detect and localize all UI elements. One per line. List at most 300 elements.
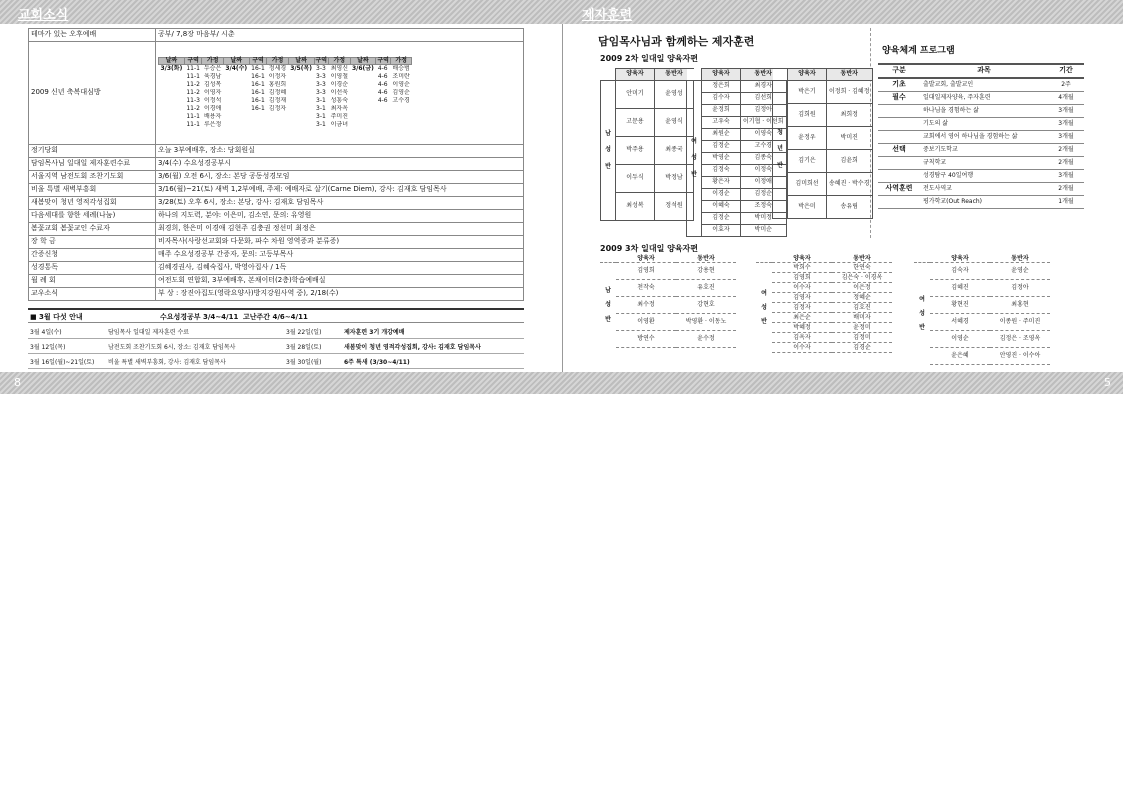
schedule-area: 11-1 <box>186 73 200 80</box>
discipler-name: 황은자 <box>702 177 741 189</box>
schedule-date <box>288 97 314 105</box>
event-text: 남전도회 조찬기도회 6시, 장소: 김재호 담임목사 <box>108 344 236 351</box>
list-item <box>756 303 892 313</box>
discipler-name: 김정순 <box>702 141 741 153</box>
discipler-name: 김영희 <box>772 273 832 283</box>
discipler-name: 김혜진 <box>930 280 990 297</box>
program-row <box>878 170 1084 183</box>
discipler-name: 윤정희 <box>702 105 741 117</box>
pairing-row <box>773 150 873 173</box>
row-value: 공부/ 7,8장 마음부/ 시춘 <box>156 29 524 42</box>
program-category <box>878 118 920 131</box>
partner-name: 강용현 <box>676 263 736 280</box>
partner-name: 이은정 <box>832 283 892 293</box>
event-date: 3월 16일(월)~21일(토) <box>30 359 95 366</box>
discipler-name: 이경순 <box>702 189 741 201</box>
partner-name: 김호진 <box>832 303 892 313</box>
discipler-name: 윤은혜 <box>930 348 990 365</box>
schedule-name: 이경순 <box>330 81 348 88</box>
schedule-area: 4-6 <box>377 64 388 72</box>
third-round-group-1 <box>600 256 736 348</box>
schedule-date <box>350 73 376 81</box>
side-label <box>600 263 616 348</box>
program-period: 3개월 <box>1048 170 1084 183</box>
program-course: 하나님을 경험하는 삶 <box>920 105 1048 118</box>
schedule-date <box>350 113 376 121</box>
side-char: 반 <box>605 162 611 170</box>
pairing-row <box>773 173 873 196</box>
third-round-group-3 <box>914 256 1050 365</box>
schedule-area: 11-1 <box>186 113 200 120</box>
schedule-area: 3-3 <box>316 73 326 80</box>
discipler-name: 김영자 <box>772 293 832 303</box>
pairing-row <box>773 104 873 127</box>
schedule-date <box>288 81 314 89</box>
partner-name: 박영환 · 이동노 <box>676 314 736 331</box>
partner-name: 이정숙 <box>741 165 787 177</box>
list-item <box>914 280 1050 297</box>
schedule-header-cell: 구역 <box>249 57 267 64</box>
schedule-name: 성흥숙 <box>330 97 348 104</box>
partner-name: 김은숙 · 이경옥 <box>832 273 892 283</box>
partner-name: 최경자 <box>741 81 787 93</box>
discipler-name: 황현진 <box>930 297 990 314</box>
partner-name: 안영진 · 이수아 <box>990 348 1050 365</box>
program-col-header: 기간 <box>1048 64 1084 78</box>
passion-week-note: 고난주간 4/6~4/11 <box>243 313 308 321</box>
discipler-name: 김옥자 <box>772 333 832 343</box>
side-char: 반 <box>691 170 697 178</box>
partner-name: 최희정 <box>827 104 873 127</box>
partner-name: 최홍현 <box>990 297 1050 314</box>
table-row <box>29 171 524 184</box>
schedule-name: 이영철 <box>330 73 348 80</box>
row-value: 3/28(토) 오후 6시, 장소: 본당, 강사: 김재호 담임목사 <box>156 197 524 210</box>
program-course: 중보기도학교 <box>920 144 1048 157</box>
schedule-area <box>376 121 391 129</box>
list-item <box>914 314 1050 331</box>
discipler-name: 이두식 <box>616 165 655 193</box>
program-category <box>878 170 920 183</box>
schedule-date <box>288 121 314 129</box>
schedule-date <box>223 89 249 97</box>
program-course: 일대일제자양육, 주자훈련 <box>920 92 1048 105</box>
partner-name: 윤영성 <box>655 81 694 109</box>
side-header <box>756 256 772 263</box>
schedule-name: 이영순 <box>392 81 410 88</box>
schedule-name: 정세경 <box>268 64 287 72</box>
schedule-name <box>390 105 411 113</box>
table-row <box>29 223 524 236</box>
schedule-header-cell: 구역 <box>184 57 202 64</box>
partner-name: 김종숙 <box>741 153 787 165</box>
side-char: 남 <box>605 130 611 138</box>
third-round-subtitle: 2009 3차 일대일 양육자편 <box>600 244 699 253</box>
list-col-header: 동반자 <box>832 256 892 263</box>
list-item <box>914 263 1050 280</box>
pairing-col-header: 동반자 <box>741 69 787 81</box>
row-label: 서울지역 남전도회 조찬기도회 <box>29 171 156 184</box>
schedule-name: 김성목 <box>203 81 222 88</box>
partner-name: 김정아 <box>741 105 787 117</box>
partner-name: 이기협 · 이선희 <box>741 117 787 129</box>
pairing-row <box>687 225 787 237</box>
program-row <box>878 92 1084 105</box>
month-guide-title: ■ 3월 다섯 안내 <box>30 313 83 321</box>
schedule-date <box>223 81 249 89</box>
side-label <box>687 81 702 237</box>
program-category <box>878 131 920 144</box>
event-date: 3월 28일(토) <box>286 344 322 351</box>
row-value: 오늘 3부예배후, 장소: 당회원실 <box>156 145 524 158</box>
list-item <box>756 333 892 343</box>
schedule-date <box>223 121 249 129</box>
event-text: 담임목사 일대일 제자훈련 수료 <box>108 329 190 336</box>
discipler-name: 이혜숙 <box>702 201 741 213</box>
side-char: 성 <box>919 309 925 317</box>
discipler-name: 김숙자 <box>930 263 990 280</box>
table-row <box>29 288 524 301</box>
discipler-name: 박주용 <box>616 137 655 165</box>
program-course: 성경탐구 40일여행 <box>920 170 1048 183</box>
schedule-area: 16-1 <box>251 81 265 88</box>
right-section-title: 제자훈련 <box>582 8 633 23</box>
discipler-name: 김수자 <box>702 93 741 105</box>
schedule-area: 11-3 <box>186 97 200 104</box>
side-label <box>601 81 616 221</box>
schedule-area: 4-6 <box>377 81 388 88</box>
table-row <box>29 29 524 42</box>
event-row <box>28 324 524 339</box>
schedule-area: 3-1 <box>316 97 326 104</box>
schedule-date <box>159 121 185 129</box>
program-row <box>878 78 1084 92</box>
list-item <box>756 343 892 353</box>
program-row <box>878 144 1084 157</box>
event-date: 3월 22일(일) <box>286 329 322 336</box>
program-period: 2주 <box>1048 78 1084 92</box>
schedule-date <box>288 113 314 121</box>
discipler-name: 서혜경 <box>930 314 990 331</box>
row-label: 교우소식 <box>29 288 156 301</box>
row-value: 3/16(월)~21(토) 새벽 1,2부예배, 주제: 예배자로 살기(Carne Diem), 강사: 김재호 담임목사 <box>156 184 524 197</box>
discipler-name: 김정자 <box>772 303 832 313</box>
row-label: 2009 신년 축복대심방 <box>29 42 156 145</box>
discipler-name: 김정순 <box>702 213 741 225</box>
event-date: 3월 12일(목) <box>30 344 66 351</box>
list-item <box>756 323 892 333</box>
event-text: 비울 특별 새벽부흥회, 강사: 김재호 담임목사 <box>108 359 226 366</box>
schedule-row <box>159 89 412 97</box>
program-category: 기초 <box>878 78 920 92</box>
program-category: 필수 <box>878 92 920 105</box>
event-row <box>28 339 524 354</box>
schedule-date <box>223 73 249 81</box>
list-item <box>756 283 892 293</box>
row-label: 간증신청 <box>29 249 156 262</box>
row-value: 여전도회 연합회, 3부예배후, 본채이터(2층)학습예배실 <box>156 275 524 288</box>
schedule-name: 고수경 <box>392 97 410 104</box>
row-label: 다음세대를 향한 세례(나눔) <box>29 210 156 223</box>
schedule-date <box>159 97 185 105</box>
list-col-header: 동반자 <box>990 256 1050 263</box>
pairing-col-header: 양육자 <box>788 69 827 81</box>
visit-schedule-cell <box>156 42 524 145</box>
discipler-name: 최수정 <box>616 297 676 314</box>
partner-name: 최종국 <box>655 137 694 165</box>
discipler-name: 안미기 <box>616 81 655 109</box>
partner-name: 이종원 · 주미진 <box>990 314 1050 331</box>
schedule-header-cell: 구역 <box>315 56 328 64</box>
schedule-name: 홍원희 <box>268 81 287 88</box>
row-value: 매주 수요성경공부 간증자, 문의: 고등부목사 <box>156 249 524 262</box>
second-round-group-1 <box>600 68 694 221</box>
side-char: 여 <box>919 295 925 303</box>
schedule-area: 3-1 <box>316 113 326 120</box>
list-item <box>756 263 892 273</box>
list-col-header: 양육자 <box>616 256 676 263</box>
partner-name: 김윤희 <box>827 150 873 173</box>
side-char: 반 <box>761 318 767 326</box>
partner-name: 김선희 <box>741 93 787 105</box>
discipler-name: 김기은 <box>788 150 827 173</box>
table-row <box>29 197 524 210</box>
schedule-date <box>350 89 376 97</box>
row-value: 하나의 지도력, 분야: 이은미, 김소연, 문의: 유영원 <box>156 210 524 223</box>
discipler-name: 이영환 <box>616 314 676 331</box>
schedule-date <box>288 89 314 97</box>
pairing-table <box>772 68 873 219</box>
table-row <box>29 275 524 288</box>
row-value: 3/4(수) 수요성경공부시 <box>156 158 524 171</box>
discipler-name: 방연수 <box>616 331 676 348</box>
discipler-name: 박혜정 <box>772 323 832 333</box>
schedule-area: 11-1 <box>186 121 200 128</box>
schedule-header-cell: 날짜 <box>288 57 314 64</box>
month-guide <box>28 308 524 370</box>
pairing-col-header: 양육자 <box>702 69 741 81</box>
schedule-header-cell: 날짜 <box>159 57 185 64</box>
program-row <box>878 157 1084 170</box>
partner-name: 윤수정 <box>676 331 736 348</box>
table-row <box>29 249 524 262</box>
schedule-row <box>159 105 412 113</box>
schedule-name <box>267 113 288 121</box>
program-col-header: 과목 <box>920 64 1048 78</box>
schedule-name <box>390 121 411 129</box>
church-news-table <box>28 28 524 301</box>
discipler-name: 윤정우 <box>788 127 827 150</box>
schedule-name: 이경애 <box>203 105 222 112</box>
program-course: 교회에서 영어 하나님을 경험하는 삶 <box>920 131 1048 144</box>
program-category <box>878 157 920 170</box>
side-header <box>600 256 616 263</box>
schedule-date: 3/3(화) <box>160 64 183 72</box>
schedule-date <box>288 105 314 113</box>
schedule-date <box>159 81 185 89</box>
side-label <box>773 81 788 219</box>
list-item <box>756 273 892 283</box>
schedule-date: 3/5(목) <box>290 64 313 72</box>
schedule-name: 이정자 <box>268 73 287 80</box>
side-char: 청 <box>777 129 783 137</box>
schedule-name: 루은정 <box>203 121 222 128</box>
discipler-name: 김미희선 <box>788 173 827 196</box>
schedule-area <box>249 121 267 129</box>
list-item <box>600 297 736 314</box>
top-band <box>0 0 1123 24</box>
schedule-area: 3-3 <box>316 81 326 88</box>
table-row <box>29 262 524 275</box>
schedule-name: 주미진 <box>330 113 348 120</box>
schedule-area: 11-2 <box>186 105 200 112</box>
schedule-name: 조미란 <box>392 73 410 80</box>
partner-name: 정혜순 <box>832 293 892 303</box>
pairing-col-header: 동반자 <box>827 69 873 81</box>
third-round-group-2 <box>756 256 892 353</box>
schedule-name <box>390 113 411 121</box>
pairing-table <box>600 68 694 221</box>
discipler-name: 고문용 <box>616 109 655 137</box>
row-label: 장 학 금 <box>29 236 156 249</box>
list-item <box>600 263 736 280</box>
schedule-area: 11-1 <box>186 64 200 72</box>
row-label: 새봄맞이 청년 영적각성집회 <box>29 197 156 210</box>
discipler-name: 이수자 <box>772 283 832 293</box>
program-period: 1개월 <box>1048 196 1084 209</box>
list-item <box>756 313 892 323</box>
discipler-name: 이영순 <box>930 331 990 348</box>
discipler-name: 정은희 <box>702 81 741 93</box>
visit-schedule <box>158 57 412 129</box>
pairing-row <box>601 81 694 109</box>
schedule-date <box>159 105 185 113</box>
schedule-area: 4-6 <box>377 89 388 96</box>
side-char: 반 <box>605 315 611 323</box>
program-course: 기도의 삶 <box>920 118 1048 131</box>
event-row <box>28 354 524 369</box>
program-col-header: 구분 <box>878 64 920 78</box>
table-row <box>29 210 524 223</box>
row-label: 비울 특별 새벽부흥회 <box>29 184 156 197</box>
schedule-date <box>223 105 249 113</box>
schedule-area: 3-1 <box>316 121 326 128</box>
list-item <box>600 280 736 297</box>
bottom-band <box>0 372 1123 394</box>
program-period: 2개월 <box>1048 183 1084 196</box>
list-item <box>914 348 1050 365</box>
page-divider <box>562 24 563 372</box>
schedule-date <box>350 81 376 89</box>
schedule-header <box>159 57 412 64</box>
schedule-name: 육경남 <box>203 73 222 80</box>
table-row <box>29 145 524 158</box>
program-course: 평가학교(Out Reach) <box>920 196 1048 209</box>
schedule-header-cell: 가정 <box>390 57 411 64</box>
schedule-area: 3-1 <box>316 105 326 112</box>
list-item <box>600 314 736 331</box>
side-char: 여 <box>691 138 697 146</box>
schedule-date <box>350 121 376 129</box>
schedule-name: 김정자 <box>268 105 287 112</box>
program-period: 3개월 <box>1048 131 1084 144</box>
schedule-name: 이금녀 <box>330 121 348 128</box>
list-header <box>756 256 892 263</box>
schedule-area <box>376 113 391 121</box>
schedule-area: 16-1 <box>251 97 265 104</box>
schedule-name: 최자옥 <box>330 105 348 112</box>
list-item <box>600 331 736 348</box>
schedule-area <box>249 113 267 121</box>
schedule-area: 3-3 <box>316 89 326 96</box>
schedule-name: 김정혜 <box>268 89 287 96</box>
schedule-name: 이선욱 <box>330 89 348 96</box>
partner-name: 조정숙 <box>741 201 787 213</box>
schedule-area: 3-3 <box>316 64 326 72</box>
row-label: 정기당회 <box>29 145 156 158</box>
side-label <box>914 263 930 365</box>
pairing-row <box>773 127 873 150</box>
list-col-header: 동반자 <box>676 256 736 263</box>
news-rows <box>29 145 524 301</box>
partner-name: 이영숙 <box>741 129 787 141</box>
side-label <box>756 263 772 353</box>
schedule-area: 4-6 <box>377 97 388 104</box>
row-value: 3/6(월) 오전 6시, 장소: 본당 공동성경모임 <box>156 171 524 184</box>
list-header <box>914 256 1050 263</box>
discipler-name: 박은기 <box>788 81 827 104</box>
program-header <box>878 64 1084 78</box>
left-section-title: 교회소식 <box>18 8 69 23</box>
program-category <box>878 196 920 209</box>
partner-name: 윤정미 <box>832 323 892 333</box>
right-page-number: 5 <box>1104 376 1111 389</box>
row-value: 김혜경권사, 김혜숙집사, 박영아집사 / 1독 <box>156 262 524 275</box>
schedule-header-cell: 가정 <box>202 57 223 64</box>
schedule-name: 두승은 <box>203 64 222 72</box>
row-value: 최경희, 한은미 이경애 김현주 김충권 정선미 최정은 <box>156 223 524 236</box>
second-round-subtitle: 2009 2차 일대일 양육자편 <box>600 54 699 63</box>
schedule-header-cell: 날짜 <box>223 57 249 64</box>
pairing-list <box>600 256 736 348</box>
partner-name: 배미자 <box>832 313 892 323</box>
schedule-name: 이정석 <box>203 97 222 104</box>
schedule-area: 11-2 <box>186 89 200 96</box>
discipler-name: 박희수 <box>772 263 832 273</box>
program-category <box>878 105 920 118</box>
partner-name: 윤영순 <box>990 263 1050 280</box>
partner-name: 이정애 <box>741 177 787 189</box>
program-course: 규칙학교 <box>920 157 1048 170</box>
schedule-area: 16-1 <box>251 64 265 72</box>
schedule-date <box>159 113 185 121</box>
program-period: 4개월 <box>1048 92 1084 105</box>
schedule-name: 이영자 <box>203 89 222 96</box>
events-list <box>28 324 524 369</box>
schedule-name: 배승범 <box>392 64 410 72</box>
program-row <box>878 183 1084 196</box>
schedule-name <box>267 121 288 129</box>
program-category: 사역훈련 <box>878 183 920 196</box>
program-period: 3개월 <box>1048 118 1084 131</box>
event-date: 3월 30일(월) <box>286 359 322 366</box>
program-title: 양육체계 프로그램 <box>882 46 955 56</box>
row-label: 테마가 있는 오후예배 <box>29 29 156 42</box>
side-char: 성 <box>605 301 611 309</box>
partner-name: 김정아 <box>990 280 1050 297</box>
discipler-name: 고우숙 <box>702 117 741 129</box>
partner-name: 정석원 <box>655 193 694 221</box>
